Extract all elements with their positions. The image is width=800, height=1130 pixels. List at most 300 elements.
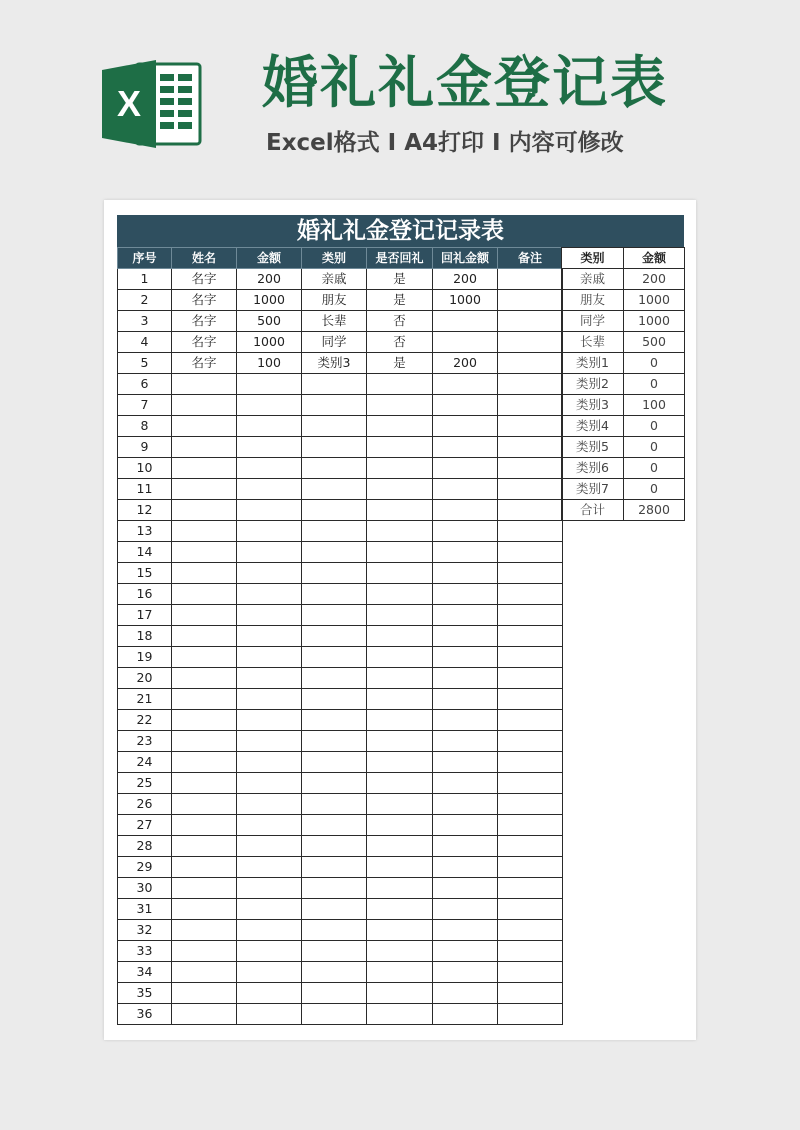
table-cell[interactable]: 0 — [624, 374, 685, 395]
table-row — [118, 416, 563, 437]
table-cell[interactable] — [367, 542, 433, 563]
table-cell[interactable] — [433, 773, 498, 794]
table-cell[interactable] — [172, 710, 237, 731]
table-cell[interactable] — [367, 899, 433, 920]
table-cell[interactable] — [367, 416, 433, 437]
table-cell[interactable] — [367, 689, 433, 710]
table-cell[interactable] — [367, 1004, 433, 1025]
table-cell[interactable] — [367, 941, 433, 962]
table-cell[interactable]: 长辈 — [302, 311, 367, 332]
table-cell[interactable] — [302, 731, 367, 752]
table-cell[interactable] — [172, 773, 237, 794]
table-cell[interactable] — [367, 794, 433, 815]
table-cell[interactable] — [172, 563, 237, 584]
table-cell[interactable] — [498, 626, 563, 647]
table-row — [118, 269, 563, 290]
table-cell[interactable] — [498, 1004, 563, 1025]
table-cell[interactable] — [302, 836, 367, 857]
table-cell[interactable]: 13 — [118, 521, 172, 542]
table-cell[interactable] — [172, 962, 237, 983]
table-cell[interactable] — [237, 668, 302, 689]
table-cell[interactable] — [498, 815, 563, 836]
table-cell[interactable] — [498, 542, 563, 563]
table-cell[interactable]: 30 — [118, 878, 172, 899]
table-row — [562, 353, 685, 374]
table-cell[interactable]: 1000 — [237, 290, 302, 311]
table-cell[interactable] — [498, 458, 563, 479]
table-cell[interactable] — [367, 479, 433, 500]
table-cell[interactable] — [302, 668, 367, 689]
table-cell[interactable] — [302, 647, 367, 668]
table-cell[interactable] — [237, 920, 302, 941]
table-cell[interactable]: 16 — [118, 584, 172, 605]
table-cell[interactable] — [498, 962, 563, 983]
table-cell[interactable]: 100 — [624, 395, 685, 416]
table-cell[interactable]: 31 — [118, 899, 172, 920]
table-cell[interactable]: 11 — [118, 479, 172, 500]
table-cell[interactable]: 名字 — [172, 332, 237, 353]
table-cell[interactable] — [498, 878, 563, 899]
table-cell[interactable] — [367, 983, 433, 1004]
table-cell[interactable] — [302, 500, 367, 521]
table-cell[interactable]: 12 — [118, 500, 172, 521]
table-cell[interactable]: 200 — [237, 269, 302, 290]
table-cell[interactable] — [433, 479, 498, 500]
table-cell[interactable] — [172, 689, 237, 710]
table-cell[interactable] — [172, 458, 237, 479]
table-cell[interactable] — [302, 899, 367, 920]
table-cell[interactable]: 19 — [118, 647, 172, 668]
table-cell[interactable]: 7 — [118, 395, 172, 416]
table-cell[interactable] — [498, 836, 563, 857]
table-cell[interactable] — [367, 437, 433, 458]
table-cell[interactable] — [302, 437, 367, 458]
table-cell[interactable]: 类别1 — [562, 353, 624, 374]
table-cell[interactable]: 18 — [118, 626, 172, 647]
table-cell[interactable] — [498, 395, 563, 416]
table-cell[interactable] — [433, 836, 498, 857]
table-cell[interactable] — [172, 374, 237, 395]
table-cell[interactable] — [367, 605, 433, 626]
table-row — [118, 836, 563, 857]
table-cell[interactable] — [367, 857, 433, 878]
table-cell[interactable] — [498, 773, 563, 794]
table-cell[interactable] — [433, 689, 498, 710]
table-cell[interactable] — [237, 500, 302, 521]
table-cell[interactable] — [433, 710, 498, 731]
table-cell[interactable] — [172, 521, 237, 542]
table-cell[interactable] — [302, 563, 367, 584]
table-cell[interactable] — [237, 710, 302, 731]
table-cell[interactable]: 4 — [118, 332, 172, 353]
table-cell[interactable] — [433, 626, 498, 647]
table-cell[interactable]: 100 — [237, 353, 302, 374]
table-cell[interactable] — [237, 605, 302, 626]
table-cell[interactable] — [433, 752, 498, 773]
table-row — [118, 395, 563, 416]
table-cell[interactable] — [237, 1004, 302, 1025]
page-subtitle: Excel格式 I A4打印 I 内容可修改 — [266, 130, 624, 156]
table-cell[interactable] — [237, 794, 302, 815]
table-cell[interactable]: 否 — [367, 332, 433, 353]
table-cell[interactable] — [237, 563, 302, 584]
table-cell[interactable]: 200 — [624, 269, 685, 290]
table-cell[interactable] — [433, 332, 498, 353]
table-cell[interactable]: 22 — [118, 710, 172, 731]
table-cell[interactable] — [433, 899, 498, 920]
table-row — [562, 479, 685, 500]
table-cell[interactable] — [433, 857, 498, 878]
table-cell[interactable] — [367, 626, 433, 647]
table-row — [118, 752, 563, 773]
table-cell[interactable]: 2800 — [624, 500, 685, 521]
table-cell[interactable] — [433, 878, 498, 899]
table-cell[interactable] — [367, 815, 433, 836]
table-cell[interactable] — [367, 458, 433, 479]
table-cell[interactable]: 亲戚 — [562, 269, 624, 290]
table-cell[interactable] — [433, 311, 498, 332]
table-cell[interactable] — [498, 563, 563, 584]
table-cell[interactable]: 类别3 — [302, 353, 367, 374]
table-cell[interactable] — [498, 731, 563, 752]
table-row — [118, 878, 563, 899]
table-cell[interactable] — [498, 983, 563, 1004]
table-cell[interactable] — [367, 584, 433, 605]
table-cell[interactable] — [237, 878, 302, 899]
table-cell[interactable] — [237, 752, 302, 773]
table-cell[interactable] — [172, 983, 237, 1004]
table-cell[interactable] — [433, 605, 498, 626]
table-cell[interactable] — [172, 794, 237, 815]
table-cell[interactable] — [172, 1004, 237, 1025]
table-cell[interactable] — [433, 458, 498, 479]
table-cell[interactable]: 33 — [118, 941, 172, 962]
table-cell[interactable] — [172, 815, 237, 836]
table-cell[interactable]: 2 — [118, 290, 172, 311]
table-row — [118, 689, 563, 710]
table-cell[interactable] — [433, 920, 498, 941]
table-cell[interactable] — [302, 1004, 367, 1025]
table-cell[interactable]: 27 — [118, 815, 172, 836]
table-cell[interactable]: 10 — [118, 458, 172, 479]
table-cell[interactable] — [172, 857, 237, 878]
table-cell[interactable] — [237, 395, 302, 416]
table-cell[interactable] — [237, 521, 302, 542]
table-cell[interactable] — [367, 773, 433, 794]
table-cell[interactable]: 35 — [118, 983, 172, 1004]
table-cell[interactable]: 24 — [118, 752, 172, 773]
table-cell[interactable] — [172, 920, 237, 941]
table-cell[interactable] — [302, 794, 367, 815]
table-cell[interactable] — [367, 836, 433, 857]
table-cell[interactable]: 26 — [118, 794, 172, 815]
table-cell[interactable] — [498, 479, 563, 500]
table-cell[interactable]: 0 — [624, 458, 685, 479]
table-cell[interactable] — [172, 836, 237, 857]
table-cell[interactable]: 类别4 — [562, 416, 624, 437]
table-cell[interactable] — [302, 983, 367, 1004]
table-cell[interactable] — [367, 962, 433, 983]
column-header: 类别 — [302, 248, 367, 269]
table-cell[interactable] — [367, 920, 433, 941]
table-cell[interactable] — [433, 1004, 498, 1025]
table-cell[interactable]: 1000 — [433, 290, 498, 311]
table-cell[interactable]: 同学 — [302, 332, 367, 353]
table-cell[interactable]: 1000 — [624, 290, 685, 311]
table-cell[interactable] — [498, 500, 563, 521]
table-cell[interactable] — [237, 479, 302, 500]
table-cell[interactable] — [498, 521, 563, 542]
table-row — [562, 395, 685, 416]
table-cell[interactable] — [433, 731, 498, 752]
table-row — [562, 311, 685, 332]
table-cell[interactable] — [302, 542, 367, 563]
table-cell[interactable] — [433, 416, 498, 437]
table-cell[interactable] — [433, 815, 498, 836]
table-cell[interactable] — [172, 626, 237, 647]
table-cell[interactable] — [498, 584, 563, 605]
table-cell[interactable]: 8 — [118, 416, 172, 437]
table-cell[interactable] — [302, 416, 367, 437]
table-cell[interactable] — [237, 542, 302, 563]
table-cell[interactable] — [237, 458, 302, 479]
table-cell[interactable] — [433, 647, 498, 668]
table-cell[interactable]: 21 — [118, 689, 172, 710]
table-cell[interactable] — [433, 794, 498, 815]
table-cell[interactable] — [433, 374, 498, 395]
table-cell[interactable] — [237, 983, 302, 1004]
table-cell[interactable]: 0 — [624, 479, 685, 500]
table-cell[interactable] — [367, 500, 433, 521]
table-cell[interactable]: 合计 — [562, 500, 624, 521]
table-cell[interactable] — [302, 878, 367, 899]
table-cell[interactable] — [172, 584, 237, 605]
table-cell[interactable]: 5 — [118, 353, 172, 374]
table-cell[interactable] — [498, 920, 563, 941]
table-cell[interactable] — [367, 647, 433, 668]
table-cell[interactable] — [172, 878, 237, 899]
column-header: 金额 — [237, 248, 302, 269]
table-cell[interactable] — [433, 983, 498, 1004]
table-cell[interactable]: 亲戚 — [302, 269, 367, 290]
table-cell[interactable]: 0 — [624, 437, 685, 458]
table-cell[interactable]: 1000 — [237, 332, 302, 353]
table-cell[interactable] — [237, 815, 302, 836]
table-cell[interactable] — [498, 689, 563, 710]
table-cell[interactable] — [498, 605, 563, 626]
table-cell[interactable] — [172, 941, 237, 962]
table-cell[interactable]: 500 — [624, 332, 685, 353]
table-cell[interactable] — [498, 437, 563, 458]
table-cell[interactable] — [367, 521, 433, 542]
table-cell[interactable]: 长辈 — [562, 332, 624, 353]
table-cell[interactable]: 20 — [118, 668, 172, 689]
table-row — [118, 962, 563, 983]
table-cell[interactable]: 是 — [367, 269, 433, 290]
table-cell[interactable] — [302, 752, 367, 773]
table-cell[interactable]: 500 — [237, 311, 302, 332]
table-cell[interactable]: 类别6 — [562, 458, 624, 479]
table-cell[interactable] — [302, 626, 367, 647]
table-cell[interactable] — [237, 689, 302, 710]
table-cell[interactable]: 3 — [118, 311, 172, 332]
table-cell[interactable]: 同学 — [562, 311, 624, 332]
table-cell[interactable] — [498, 647, 563, 668]
table-cell[interactable] — [172, 647, 237, 668]
table-cell[interactable] — [498, 794, 563, 815]
table-cell[interactable] — [367, 395, 433, 416]
table-cell[interactable] — [367, 731, 433, 752]
table-cell[interactable]: 1000 — [624, 311, 685, 332]
table-cell[interactable] — [172, 437, 237, 458]
table-cell[interactable] — [237, 437, 302, 458]
table-cell[interactable]: 类别2 — [562, 374, 624, 395]
table-cell[interactable] — [498, 857, 563, 878]
table-cell[interactable] — [367, 668, 433, 689]
table-cell[interactable] — [302, 857, 367, 878]
table-cell[interactable]: 34 — [118, 962, 172, 983]
table-cell[interactable] — [498, 290, 563, 311]
table-cell[interactable] — [237, 416, 302, 437]
table-cell[interactable] — [302, 605, 367, 626]
table-cell[interactable] — [302, 962, 367, 983]
table-cell[interactable]: 25 — [118, 773, 172, 794]
table-cell[interactable]: 0 — [624, 416, 685, 437]
table-cell[interactable]: 名字 — [172, 290, 237, 311]
table-cell[interactable] — [498, 899, 563, 920]
table-cell[interactable] — [498, 269, 563, 290]
table-cell[interactable]: 36 — [118, 1004, 172, 1025]
table-cell[interactable] — [433, 563, 498, 584]
table-cell[interactable] — [302, 374, 367, 395]
table-cell[interactable]: 15 — [118, 563, 172, 584]
table-cell[interactable] — [172, 899, 237, 920]
table-cell[interactable] — [498, 374, 563, 395]
table-cell[interactable] — [302, 458, 367, 479]
table-cell[interactable] — [302, 395, 367, 416]
table-cell[interactable]: 200 — [433, 353, 498, 374]
table-cell[interactable]: 类别7 — [562, 479, 624, 500]
table-cell[interactable] — [237, 626, 302, 647]
table-cell[interactable] — [498, 710, 563, 731]
table-cell[interactable] — [302, 689, 367, 710]
table-cell[interactable]: 名字 — [172, 311, 237, 332]
table-cell[interactable]: 28 — [118, 836, 172, 857]
table-cell[interactable] — [302, 584, 367, 605]
table-cell[interactable]: 200 — [433, 269, 498, 290]
table-cell[interactable]: 1 — [118, 269, 172, 290]
table-cell[interactable] — [367, 752, 433, 773]
table-cell[interactable] — [367, 563, 433, 584]
table-cell[interactable] — [302, 815, 367, 836]
table-cell[interactable]: 32 — [118, 920, 172, 941]
table-cell[interactable] — [172, 542, 237, 563]
table-cell[interactable] — [498, 353, 563, 374]
table-cell[interactable] — [172, 752, 237, 773]
table-cell[interactable] — [433, 437, 498, 458]
table-cell[interactable] — [172, 668, 237, 689]
table-cell[interactable] — [302, 479, 367, 500]
table-cell[interactable] — [237, 647, 302, 668]
table-row — [118, 1004, 563, 1025]
table-cell[interactable]: 朋友 — [302, 290, 367, 311]
table-row — [118, 479, 563, 500]
table-cell[interactable]: 类别5 — [562, 437, 624, 458]
table-cell[interactable] — [237, 962, 302, 983]
table-cell[interactable]: 6 — [118, 374, 172, 395]
table-cell[interactable] — [237, 941, 302, 962]
table-cell[interactable]: 17 — [118, 605, 172, 626]
table-cell[interactable] — [237, 899, 302, 920]
table-cell[interactable]: 29 — [118, 857, 172, 878]
table-cell[interactable] — [433, 668, 498, 689]
table-cell[interactable] — [237, 836, 302, 857]
table-cell[interactable]: 是 — [367, 290, 433, 311]
table-cell[interactable] — [433, 521, 498, 542]
table-cell[interactable] — [302, 920, 367, 941]
table-cell[interactable]: 是 — [367, 353, 433, 374]
table-cell[interactable]: 9 — [118, 437, 172, 458]
table-cell[interactable] — [498, 332, 563, 353]
table-cell[interactable] — [498, 941, 563, 962]
table-cell[interactable] — [172, 500, 237, 521]
table-cell[interactable] — [433, 395, 498, 416]
table-cell[interactable]: 类别3 — [562, 395, 624, 416]
table-cell[interactable] — [433, 542, 498, 563]
table-cell[interactable] — [302, 773, 367, 794]
table-cell[interactable] — [498, 752, 563, 773]
table-cell[interactable] — [172, 731, 237, 752]
table-cell[interactable]: 14 — [118, 542, 172, 563]
table-row — [118, 815, 563, 836]
table-cell[interactable]: 0 — [624, 353, 685, 374]
table-cell[interactable] — [237, 584, 302, 605]
table-cell[interactable]: 否 — [367, 311, 433, 332]
table-cell[interactable]: 朋友 — [562, 290, 624, 311]
table-row — [118, 563, 563, 584]
table-cell[interactable] — [172, 416, 237, 437]
table-cell[interactable] — [237, 731, 302, 752]
table-cell[interactable] — [433, 584, 498, 605]
table-cell[interactable] — [367, 710, 433, 731]
table-row — [562, 374, 685, 395]
table-cell[interactable] — [172, 605, 237, 626]
table-cell[interactable] — [172, 395, 237, 416]
table-cell[interactable] — [367, 878, 433, 899]
column-header: 类别 — [562, 248, 624, 269]
table-cell[interactable]: 23 — [118, 731, 172, 752]
table-cell[interactable] — [237, 857, 302, 878]
table-cell[interactable] — [433, 941, 498, 962]
table-cell[interactable] — [498, 311, 563, 332]
table-cell[interactable]: 名字 — [172, 353, 237, 374]
table-cell[interactable] — [498, 668, 563, 689]
table-cell[interactable] — [498, 416, 563, 437]
table-cell[interactable] — [302, 941, 367, 962]
table-cell[interactable]: 名字 — [172, 269, 237, 290]
table-row — [118, 605, 563, 626]
table-cell[interactable] — [302, 521, 367, 542]
table-row — [118, 668, 563, 689]
table-cell[interactable] — [172, 479, 237, 500]
table-cell[interactable] — [433, 962, 498, 983]
table-cell[interactable] — [237, 374, 302, 395]
table-cell[interactable] — [433, 500, 498, 521]
table-cell[interactable] — [302, 710, 367, 731]
table-cell[interactable] — [367, 374, 433, 395]
table-cell[interactable] — [237, 773, 302, 794]
table-row — [562, 500, 685, 521]
